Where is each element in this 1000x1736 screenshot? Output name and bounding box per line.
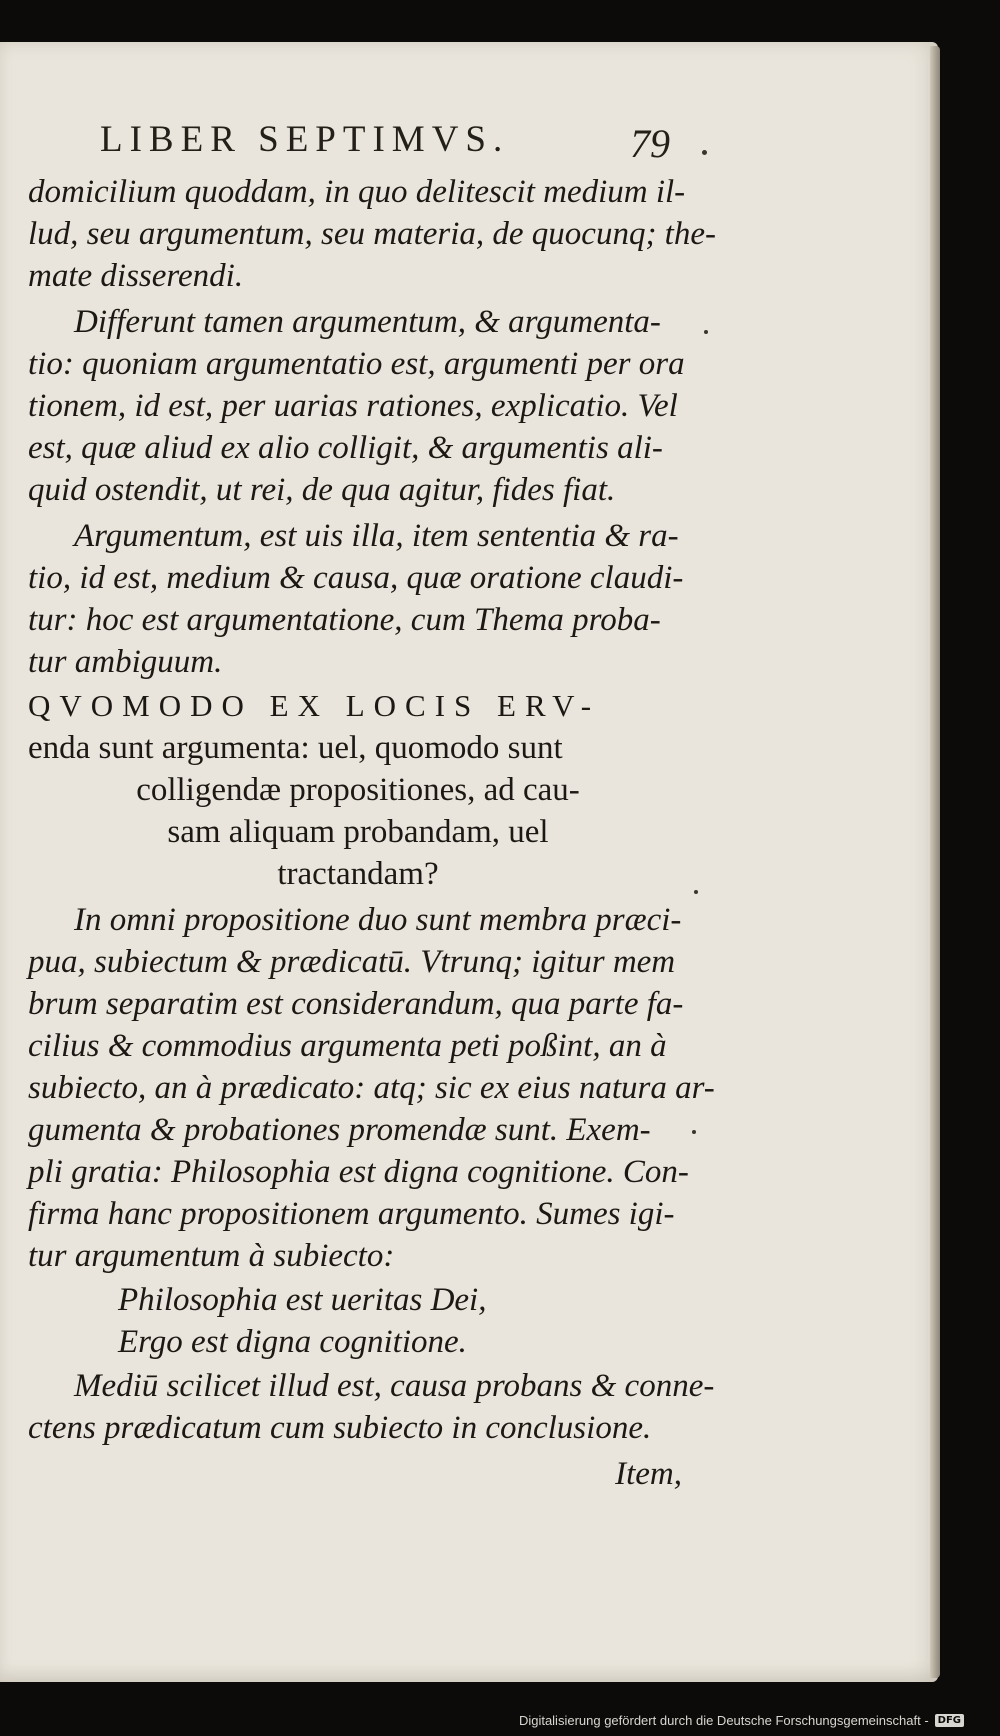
section-heading: sam aliquam probandam, uel [167,814,549,850]
digitization-credit [519,1713,964,1728]
page-number: 79 [630,121,670,166]
text-line: tio: quoniam argumentatio est, argumenti per ora [28,346,685,382]
text-line: lud, seu argumentum, seu materia, de quocunq; the- [28,216,716,252]
text-line: domicilium quoddam, in quo delitescit medium il- [28,174,686,210]
section-heading: QVOMODO EX LOCIS ERV- [28,688,601,723]
text-line: In omni propositione duo sunt membra præci- [74,902,682,938]
ink-spot [692,1130,696,1134]
page-edge [930,46,940,1678]
credit-text: Digitalisierung gefördert durch die Deutsche Forschungsgemeinschaft - [518,1713,929,1728]
syllogism-line: Philosophia est ueritas Dei, [118,1282,487,1318]
section-heading: enda sunt argumenta: uel, quomodo sunt [28,730,563,766]
text-line: Differunt tamen argumentum, & argumenta- [74,304,661,340]
text-line: tur ambiguum. [28,644,223,680]
syllogism-line: Ergo est digna cognitione. [118,1324,467,1360]
section-heading: colligendæ propositiones, ad cau- [136,772,580,808]
text-line: tionem, id est, per uarias rationes, explicatio. Vel [28,388,678,424]
text-line: Mediū scilicet illud est, causa probans & conne- [74,1368,715,1404]
dfg-logo: DFG [935,1714,964,1727]
text-line: mate disserendi. [28,258,244,294]
text-line: tur argumentum à subiecto: [28,1238,395,1274]
text-line: cilius & commodius argumenta peti poßint, an à [28,1028,667,1064]
text-line: Argumentum, est uis illa, item sententia & ra- [74,518,679,554]
text-line: ctens prædicatum cum subiecto in conclusione. [28,1410,652,1446]
text-line: pua, subiectum & prædicatū. Vtrunq; igitur mem [28,944,676,980]
running-head-title: LIBER SEPTIMVS. [100,119,510,160]
text-line: brum separatim est considerandum, qua parte fa- [28,986,684,1022]
text-line: gumenta & probationes promendæ sunt. Exem- [28,1112,651,1148]
text-line: est, quæ aliud ex alio colligit, & argumentis ali- [28,430,663,466]
text-line: firma hanc propositionem argumento. Sumes igi- [28,1196,675,1232]
ink-spot [702,150,707,155]
text-line: pli gratia: Philosophia est digna cognitione. Con- [28,1154,689,1190]
text-line: subiecto, an à prædicato: atq; sic ex eius natura ar- [28,1070,715,1106]
text-line: tio, id est, medium & causa, quæ oratione claudi- [28,560,684,596]
ink-spot [694,890,698,894]
catchword: Item, [615,1456,682,1492]
text-line: quid ostendit, ut rei, de qua agitur, fides fiat. [28,472,616,508]
text-line: tur: hoc est argumentatione, cum Thema proba- [28,602,661,638]
section-heading: tractandam? [277,856,439,892]
